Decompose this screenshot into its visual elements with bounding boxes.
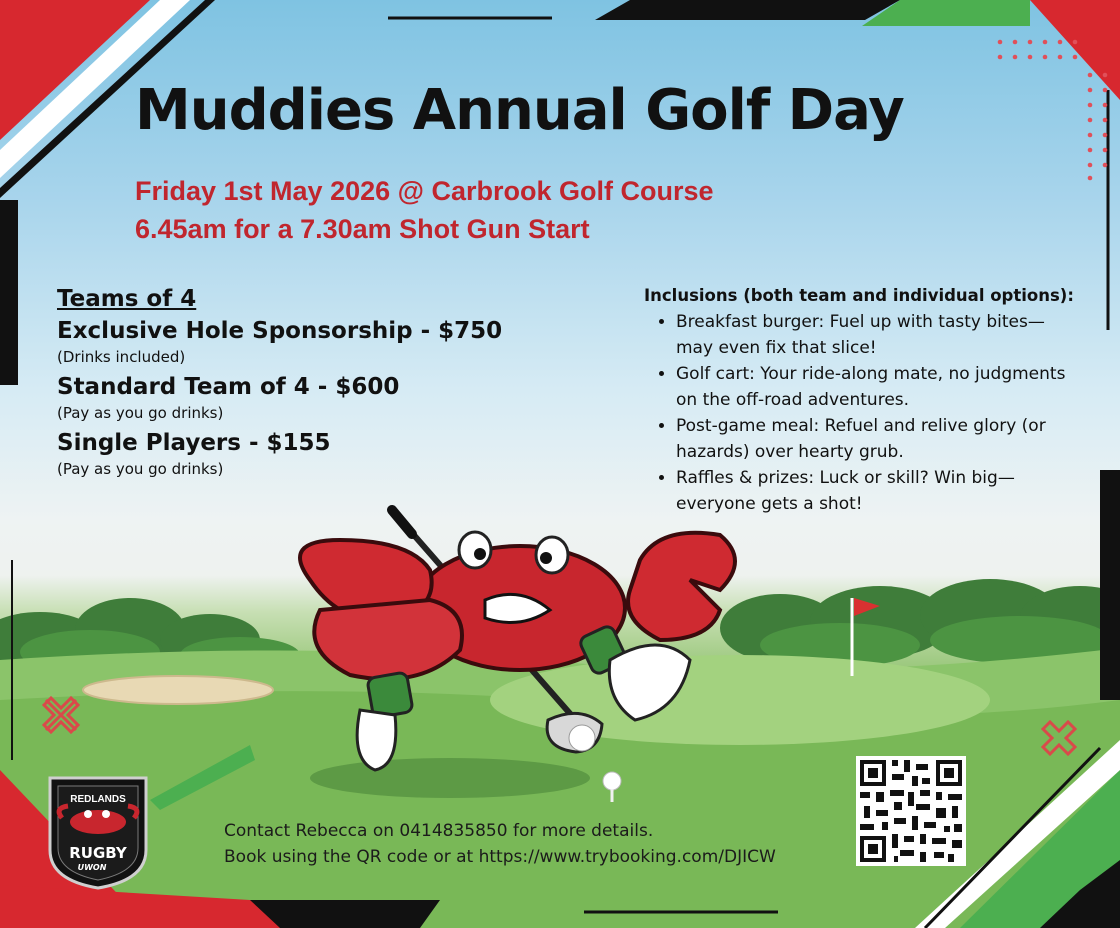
pricing-section bbox=[57, 286, 502, 484]
crab-golfer-illustration bbox=[280, 500, 760, 800]
logo-top-text: REDLANDS bbox=[70, 794, 126, 805]
inclusion-item: • Breakfast burger: Fuel up with tasty bites—may even fix that slice! bbox=[676, 309, 1074, 361]
inclusions-section bbox=[644, 286, 1074, 517]
logo-bottom-text: UWON bbox=[77, 863, 107, 872]
booking-link-line[interactable]: Book using the QR code or at https://www.trybooking.com/DJICW bbox=[224, 847, 776, 867]
event-start-time: 6.45am for a 7.30am Shot Gun Start bbox=[135, 214, 590, 244]
inclusion-item: • Golf cart: Your ride-along mate, no judgments on the off-road adventures. bbox=[676, 361, 1074, 413]
inclusions-list bbox=[644, 309, 1074, 517]
pricing-item-single-player: Single Players - $155 bbox=[57, 430, 331, 456]
pricing-item-hole-sponsorship: Exclusive Hole Sponsorship - $750 bbox=[57, 318, 503, 344]
inclusions-heading: Inclusions (both team and individual options): bbox=[644, 286, 1074, 305]
pricing-item-standard-team: Standard Team of 4 - $600 bbox=[57, 374, 400, 400]
contact-phone-line: Contact Rebecca on 0414835850 for more details. bbox=[224, 821, 654, 841]
event-date-venue: Friday 1st May 2026 @ Carbrook Golf Course bbox=[135, 176, 714, 206]
pricing-note: (Pay as you go drinks) bbox=[57, 460, 224, 478]
logo-main-text: RUGBY bbox=[69, 844, 127, 862]
contact-info bbox=[224, 818, 776, 870]
club-logo bbox=[44, 772, 152, 890]
event-title: Muddies Annual Golf Day bbox=[135, 78, 904, 143]
qr-code-icon[interactable] bbox=[856, 756, 966, 866]
pricing-note: (Drinks included) bbox=[57, 348, 186, 366]
pricing-note: (Pay as you go drinks) bbox=[57, 404, 224, 422]
inclusion-item: • Post-game meal: Refuel and relive glory (or hazards) over hearty grub. bbox=[676, 413, 1074, 465]
pricing-heading: Teams of 4 bbox=[57, 286, 197, 312]
inclusion-item: • Raffles & prizes: Luck or skill? Win big—everyone gets a shot! bbox=[676, 465, 1074, 517]
